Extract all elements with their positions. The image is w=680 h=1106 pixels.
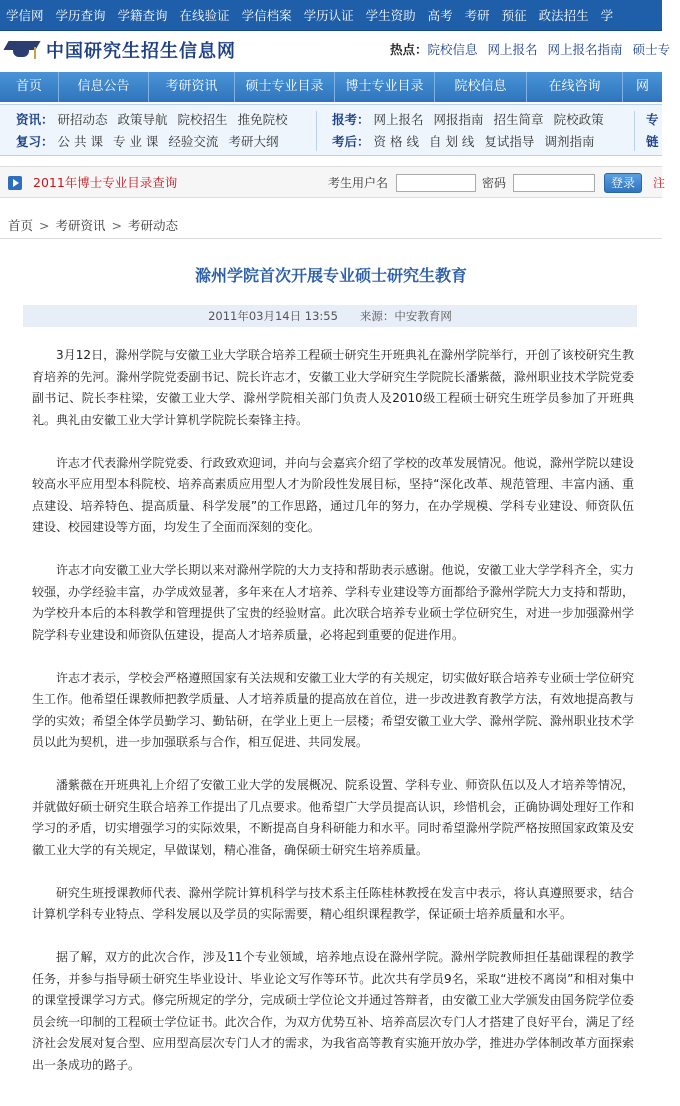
subnav-label-news: 资讯： xyxy=(16,112,54,127)
phd-catalog-query-link[interactable]: 2011年博士专业目录查询 xyxy=(33,175,178,190)
subnav-link[interactable]: 院校招生 xyxy=(177,112,228,127)
chevron-right-icon: > xyxy=(39,218,50,233)
subnav-label-after-exam: 考后： xyxy=(332,134,370,149)
hot-label: 热点： xyxy=(390,42,428,57)
subnav-link[interactable]: 专 业 课 xyxy=(112,134,159,149)
subnav-row-news xyxy=(16,109,298,131)
password-input[interactable] xyxy=(513,174,595,192)
topbar-link-degree-query[interactable]: 学历查询 xyxy=(55,8,106,23)
site-header xyxy=(0,31,671,69)
subnav-link[interactable]: 网上报名 xyxy=(373,112,424,127)
hot-links xyxy=(390,31,680,69)
article-paragraph: 3月12日，滁州学院与安徽工业大学联合培养工程硕士研究生开班典礼在滁州学院举行，开创了该校研究生教育培养的先河。滁州学院党委副书记、院长许志才，安徽工业大学研究生学院院长潘紫薇，滁州职业技术学院党委副书记、院长李柱梁，安徽工业大学、滁州学院相关部门负责人及2010级工程硕士研究生班学员参加了开班典礼。典礼由安徽工业大学计算机学院院长秦锋主持。 xyxy=(32,348,634,427)
subnav-edge-top: 专 xyxy=(646,112,659,127)
subnav-link[interactable]: 网报指南 xyxy=(433,112,484,127)
subnav-row-apply xyxy=(332,109,614,131)
register-link[interactable]: 注 xyxy=(653,176,666,190)
article-date: 2011年03月14日 13:55 xyxy=(208,309,338,323)
article-paragraph: 许志才向安徽工业大学长期以来对滁州学院的大力支持和帮助表示感谢。他说，安徽工业大学学科齐全，实力较强，办学经验丰富，办学成效显著，多年来在人才培养、学科专业建设等方面都给予滁州学院大力支持和帮助，为学校升本后的本科教学和管理提供了宝贵的经验财富。此次联合培养专业硕士学位研究生，对进一步加强滁州学院学科专业建设和师资队伍建设，提高人才培养质量，必将起到重要的促进作用。 xyxy=(32,563,634,642)
graduation-cap-icon xyxy=(4,37,40,63)
hot-link-school-info[interactable]: 院校信息 xyxy=(427,42,478,57)
username-input[interactable] xyxy=(396,174,476,192)
subnav-divider xyxy=(316,111,317,151)
subnav-link[interactable]: 考研大纲 xyxy=(228,134,279,149)
subnav-link[interactable]: 政策导航 xyxy=(117,112,168,127)
hot-link-online-register[interactable]: 网上报名 xyxy=(487,42,538,57)
password-label: 密码 xyxy=(482,176,507,190)
username-label: 考生用户名 xyxy=(328,176,389,190)
site-name: 中国研究生招生信息网 xyxy=(46,41,236,62)
topbar-link-kaoyan[interactable]: 考研 xyxy=(464,8,490,23)
top-navigation-bar xyxy=(0,0,662,31)
article-title: 滁州学院首次开展专业硕士研究生教育 xyxy=(194,266,467,285)
subnav-link[interactable]: 自 划 线 xyxy=(428,134,475,149)
site-logo[interactable] xyxy=(4,35,236,65)
article-body xyxy=(32,345,634,1098)
subnav-link[interactable]: 招生简章 xyxy=(493,112,544,127)
chevron-right-icon: > xyxy=(111,218,122,233)
breadcrumb-home[interactable]: 首页 xyxy=(8,218,34,233)
topbar-link-online-verify[interactable]: 在线验证 xyxy=(179,8,230,23)
subnav-row-review xyxy=(16,131,288,153)
arrow-right-icon xyxy=(8,176,22,190)
breadcrumb-kaoyan-news[interactable]: 考研资讯 xyxy=(55,218,106,233)
topbar-link-status-query[interactable]: 学籍查询 xyxy=(117,8,168,23)
nav-more[interactable]: 网 xyxy=(622,72,662,102)
nav-school-info[interactable]: 院校信息 xyxy=(434,72,526,102)
subnav-link[interactable]: 公 共 课 xyxy=(57,134,103,149)
topbar-link-xuexin[interactable]: 学信网 xyxy=(6,8,44,23)
main-navigation xyxy=(0,72,662,102)
hot-link-register-guide[interactable]: 网上报名指南 xyxy=(547,42,623,57)
topbar-link-archive[interactable]: 学信档案 xyxy=(241,8,292,23)
subnav-label-apply: 报考： xyxy=(332,112,370,127)
breadcrumb xyxy=(8,216,178,234)
nav-master-catalog[interactable]: 硕士专业目录 xyxy=(234,72,334,102)
nav-home[interactable]: 首页 xyxy=(15,79,42,94)
subnav-edge-bottom: 链 xyxy=(646,134,659,149)
nav-announcements[interactable]: 信息公告 xyxy=(58,72,148,102)
topbar-link-gaokao[interactable]: 高考 xyxy=(427,8,453,23)
subnav-link[interactable]: 推免院校 xyxy=(237,112,288,127)
login-button[interactable]: 登录 xyxy=(604,173,642,193)
subnav-link[interactable]: 复试指导 xyxy=(484,134,535,149)
hot-link-master-catalog[interactable]: 硕士专 xyxy=(632,42,671,57)
article-paragraph: 许志才表示，学校会严格遵照国家有关法规和安徽工业大学的有关规定，切实做好联合培养专业硕士学位研究生工作。他希望任课教师把教学质量、人才培养质量的提高放在首位，进一步改进教育教学方法，有效地提高教与学的实效；希望全体学员勤学习、勤钻研，在学业上更上一层楼；希望安徽工业大学、滁州学院、滁州职业技术学员以此为契机，进一步加强联系与合作，相互促进、共同发展。 xyxy=(32,670,634,749)
subnav-row-after-exam xyxy=(332,131,604,153)
article-source: 来源：中安教育网 xyxy=(359,309,452,323)
breadcrumb-kaoyan-updates[interactable]: 考研动态 xyxy=(128,218,179,233)
subnav-label-review: 复习： xyxy=(16,134,54,149)
topbar-link-yuzheng[interactable]: 预征 xyxy=(501,8,527,23)
topbar-link-degree-cert[interactable]: 学历认证 xyxy=(303,8,354,23)
subnav-link[interactable]: 研招动态 xyxy=(57,112,108,127)
article-paragraph: 研究生班授课教师代表、滁州学院计算机科学与技术系主任陈桂林教授在发言中表示，将认真遵照要求，结合计算机学科专业特点、学科发展以及学员的实际需要，精心组织课程教学，保证硕士培养质量和水平。 xyxy=(32,885,634,921)
divider xyxy=(0,238,662,239)
subnav-link[interactable]: 资 格 线 xyxy=(373,134,419,149)
login-bar xyxy=(0,166,666,198)
nav-online-consult[interactable]: 在线咨询 xyxy=(526,72,622,102)
article-paragraph: 潘紫薇在开班典礼上介绍了安徽工业大学的发展概况、院系设置、学科专业、师资队伍以及人才培养等情况，并就做好硕士研究生联合培养工作提出了几点要求。他希望广大学员提高认识，珍惜机会，正确协调处理好工作和学习的矛盾，切实增强学习的实际效果，不断提高自身科研能力和水平。同时希望滁州学院严格按照国家政策及安徽工业大学的有关规定，早做谋划，精心准备，确保硕士研究生培养质量。 xyxy=(32,778,634,857)
topbar-link-more[interactable]: 学 xyxy=(600,8,614,23)
topbar-link-student-aid[interactable]: 学生资助 xyxy=(365,8,416,23)
sub-navigation xyxy=(0,104,662,156)
topbar-link-law-admission[interactable]: 政法招生 xyxy=(538,8,589,23)
article-paragraph: 许志才代表滁州学院党委、行政致欢迎词，并向与会嘉宾介绍了学校的改革发展情况。他说，滁州学院以建设较高水平应用型本科院校、培养高素质应用型人才为阶段性发展目标，坚持“深化改革、规范管理、丰富内涵、重点建设、培养特色、提高质量、科学发展”的工作思路，通过几年的努力，在办学规模、学科专业建设、师资队伍建设、校园建设等方面，均发生了全面而深刻的变化。 xyxy=(32,455,634,534)
article-paragraph: 据了解，双方的此次合作，涉及11个专业领域，培养地点设在滁州学院。滁州学院教师担任基础课程的教学任务，并参与指导硕士研究生毕业设计、毕业论文写作等环节。此次共有学员9名，采取“进校不离岗”和相对集中的课堂授课学习方式。修完所规定的学分，完成硕士学位论文并通过答辩者，由安徽工业大学颁发由国务院学位委员会统一印制的工程硕士学位证书。此次合作，为双方优势互补、培养高层次专门人才搭建了良好平台，满足了经济社会发展对复合型、应用型高层次专门人才的需求，为我省高等教育实施开放办学，推进办学体制改革方面探索出一条成功的路子。 xyxy=(32,950,634,1072)
nav-phd-catalog[interactable]: 博士专业目录 xyxy=(334,72,434,102)
subnav-link[interactable]: 院校政策 xyxy=(553,112,604,127)
subnav-link[interactable]: 调剂指南 xyxy=(544,134,595,149)
subnav-divider xyxy=(634,111,635,151)
article-meta xyxy=(23,305,637,327)
subnav-link[interactable]: 经验交流 xyxy=(168,134,219,149)
nav-kaoyan-news[interactable]: 考研资讯 xyxy=(148,72,234,102)
